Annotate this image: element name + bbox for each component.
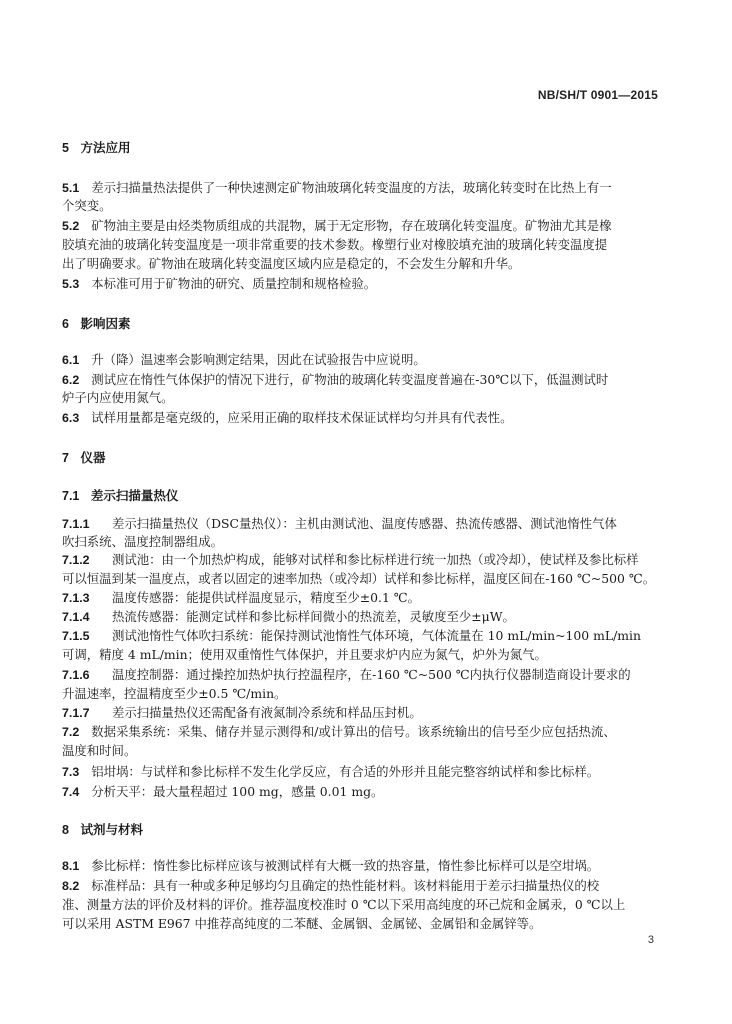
clause-number: 5.1 [62, 181, 80, 195]
clause-text: 升（降）温速率会影响测定结果，因此在试验报告中应说明。 [91, 352, 426, 367]
clause-7-1-5 [62, 628, 672, 644]
clause-7-1-2 [62, 552, 672, 568]
clause-text: 铝坩埚：与试样和参比标样不发生化学反应，有合适的外形并且能完整容纳试样和参比标样。 [91, 764, 600, 779]
clause-7-1-1-line-2: 吹扫系统、温度控制器组成。 [62, 534, 224, 549]
clause-5-2-line-2: 胶填充油的玻璃化转变温度是一项非常重要的技术参数。橡塑行业对橡胶填充油的玻璃化转变温度提 [62, 237, 608, 252]
clause-8-1 [62, 858, 672, 874]
clause-text: 热流传感器：能测定试样和参比标样间微小的热流差，灵敏度至少±μW。 [111, 609, 515, 624]
clause-number: 7.4 [62, 785, 80, 799]
section-8-heading [62, 822, 672, 838]
clause-number: 7.1.7 [62, 706, 90, 720]
clause-5-1 [62, 180, 672, 196]
clause-5-2-line-3: 出了明确要求。矿物油在玻璃化转变温度区域内应是稳定的，不会发生分解和升华。 [62, 256, 521, 271]
clause-5-3 [62, 276, 672, 292]
standard-id-header: NB/SH/T 0901—2015 [537, 88, 658, 102]
clause-8-2 [62, 878, 672, 894]
clause-8-2-line-3: 可以采用 ASTM E967 中推荐高纯度的二苯醚、金属铟、金属铋、金属铅和金属锌等。 [62, 916, 542, 931]
clause-7-4 [62, 784, 672, 800]
clause-5-2 [62, 218, 672, 234]
clause-text: 本标准可用于矿物油的研究、质量控制和规格检验。 [91, 276, 377, 291]
clause-text: 测试池惰性气体吹扫系统：能保持测试池惰性气体环境，气体流量在 10 mL/min~100 mL/min [111, 628, 641, 643]
clause-6-2-line-2: 炉子内应使用氮气。 [62, 390, 174, 405]
clause-text: 差示扫描量热法提供了一种快速测定矿物油玻璃化转变温度的方法，玻璃化转变时在比热上有一 [91, 180, 612, 195]
clause-number: 6.1 [62, 353, 80, 367]
subsection-7-1-heading [62, 488, 672, 504]
clause-text: 分析天平：最大量程超过 100 mg，感量 0.01 mg。 [91, 784, 384, 799]
clause-7-3 [62, 764, 672, 780]
clause-text: 差示扫描量热仪（DSC量热仪）：主机由测试池、温度传感器、热流传感器、测试池惰性气体 [111, 516, 617, 531]
clause-7-1-3 [62, 590, 672, 606]
section-number: 5 [62, 141, 69, 155]
clause-7-1-1 [62, 516, 672, 532]
section-5-heading [62, 140, 672, 156]
clause-7-2-line-2: 温度和时间。 [62, 743, 137, 758]
clause-text: 测试应在惰性气体保护的情况下进行，矿物油的玻璃化转变温度普遍在-30℃以下，低温测试时 [91, 372, 609, 387]
clause-number: 7.1.1 [62, 517, 90, 531]
clause-text: 矿物油主要是由烃类物质组成的共混物，属于无定形物，存在玻璃化转变温度。矿物油尤其是橡 [91, 218, 612, 233]
clause-number: 6.2 [62, 373, 80, 387]
clause-6-1 [62, 352, 672, 368]
subsection-title: 差示扫描量热仪 [90, 489, 179, 503]
clause-5-1-line-2: 个突变。 [62, 198, 112, 213]
clause-number: 5.3 [62, 277, 80, 291]
clause-7-1-6-line-2: 升温速率，控温精度至少±0.5 ℃/min。 [62, 686, 287, 701]
section-title: 方法应用 [80, 141, 131, 155]
section-number: 7 [62, 451, 69, 465]
page-number: 3 [647, 934, 654, 946]
subsection-number: 7.1 [62, 489, 80, 503]
clause-8-2-line-2: 准、测量方法的评价及材料的评价。推荐温度校准时 0 ℃以下采用高纯度的环己烷和金属汞，0 ℃以上 [62, 897, 626, 912]
section-number: 8 [62, 823, 69, 837]
section-6-heading [62, 316, 672, 332]
clause-7-1-7 [62, 705, 672, 721]
clause-number: 8.2 [62, 879, 80, 893]
clause-text: 参比标样：惰性参比标样应该与被测试样有大概一致的热容量，惰性参比标样可以是空坩埚。 [91, 858, 600, 873]
clause-number: 7.1.3 [62, 591, 90, 605]
clause-text: 温度控制器：通过操控加热炉执行控温程序，在-160 ℃~500 ℃内执行仪器制造商设计要求的 [111, 667, 631, 682]
clause-7-1-4 [62, 609, 672, 625]
clause-number: 7.1.2 [62, 553, 90, 567]
clause-7-1-5-line-2: 可调，精度 4 mL/min；使用双重惰性气体保护，并且要求炉内应为氮气，炉外为氮气。 [62, 647, 547, 662]
clause-text: 标准样品：具有一种或多种足够均匀且确定的热性能材料。该材料能用于差示扫描量热仪的校 [91, 878, 600, 893]
section-title: 试剂与材料 [80, 823, 143, 837]
clause-text: 数据采集系统：采集、储存并显示测得和/或计算出的信号。该系统输出的信号至少应包括热流、 [91, 724, 616, 739]
clause-6-2 [62, 372, 672, 388]
section-number: 6 [62, 317, 69, 331]
clause-text: 温度传感器：能提供试样温度显示，精度至少±0.1 ℃。 [111, 590, 421, 605]
clause-number: 7.3 [62, 765, 80, 779]
clause-6-3 [62, 410, 672, 426]
clause-number: 7.1.6 [62, 668, 90, 682]
clause-number: 7.2 [62, 725, 80, 739]
section-title: 仪器 [80, 451, 106, 465]
clause-text: 测试池：由一个加热炉构成，能够对试样和参比标样进行统一加热（或冷却），使试样及参比标样 [111, 552, 639, 567]
clause-7-1-2-line-2: 可以恒温到某一温度点，或者以固定的速率加热（或冷却）试样和参比标样，温度区间在-160 ℃~500 ℃。 [62, 571, 656, 586]
clause-number: 7.1.4 [62, 610, 90, 624]
clause-number: 6.3 [62, 411, 80, 425]
clause-7-2 [62, 724, 672, 740]
clause-number: 5.2 [62, 219, 80, 233]
clause-number: 8.1 [62, 859, 80, 873]
clause-number: 7.1.5 [62, 629, 90, 643]
clause-7-1-6 [62, 667, 672, 683]
section-title: 影响因素 [80, 317, 131, 331]
clause-text: 试样用量都是毫克级的，应采用正确的取样技术保证试样均匀并具有代表性。 [91, 410, 513, 425]
section-7-heading [62, 450, 672, 466]
clause-text: 差示扫描量热仪还需配备有液氮制冷系统和样品压封机。 [111, 705, 422, 720]
